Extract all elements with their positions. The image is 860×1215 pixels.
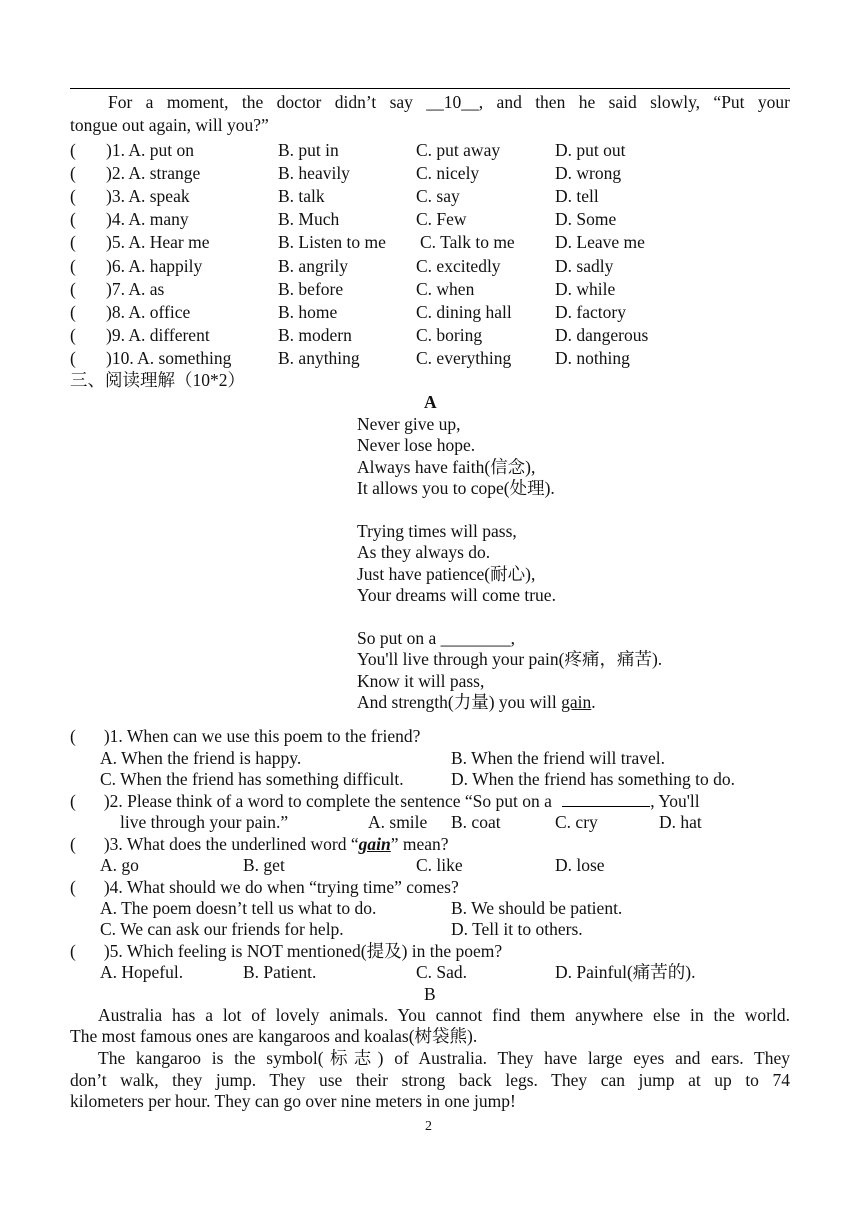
qa5-option-d: D. Painful(痛苦的). [555, 962, 696, 982]
poem-line: Know it will pass, [357, 670, 485, 691]
qa1-option-b: B. When the friend will travel. [451, 748, 665, 768]
option-a: )2. A. strange [106, 163, 201, 184]
answer-paren[interactable]: ( [70, 209, 76, 230]
passage-b-p2-line2: don’t walk, they jump. They use their strong back legs. They can jump at up to 74 [70, 1070, 790, 1090]
poem-line: So put on a ________, [357, 628, 515, 648]
qa2-option-d: D. hat [659, 812, 702, 832]
option-d: D. sadly [555, 255, 614, 276]
option-b: B. talk [278, 186, 325, 207]
passage-b-p1-line1: Australia has a lot of lovely animals. You cannot find them anywhere else in the world. [98, 1005, 790, 1025]
option-d: D. nothing [555, 347, 630, 368]
qa2-option-a: A. smile [368, 812, 428, 832]
qa1-option-a: A. When the friend is happy. [100, 748, 302, 768]
option-d: D. Leave me [555, 232, 645, 253]
option-b: B. modern [278, 324, 352, 345]
option-a: )1. A. put on [106, 140, 194, 160]
answer-paren[interactable]: ( [70, 255, 76, 276]
qa2-option-b: B. coat [451, 812, 501, 832]
poem-line: It allows you to cope(处理). [357, 478, 555, 499]
poem-line: Never give up, [357, 414, 461, 434]
option-b: B. before [278, 278, 344, 299]
qa5-option-a: A. Hopeful. [100, 962, 184, 982]
option-b: B. anything [278, 347, 360, 368]
option-a: )8. A. office [106, 301, 191, 322]
qa2-line2: live through your pain.” [120, 812, 289, 832]
page-number: 2 [425, 1119, 432, 1134]
qa3: ( )3. What does the underlined word “gain” mean? [70, 834, 449, 854]
option-b: B. Much [278, 209, 340, 230]
qa3-option-c: C. like [416, 855, 463, 875]
option-a: )3. A. speak [106, 186, 190, 207]
passage-b-label: B [424, 984, 436, 1004]
qa2-option-c: C. cry [555, 812, 598, 832]
qa1: ( )1. When can we use this poem to the friend? [70, 726, 421, 746]
passage-b-p1-line2: The most famous ones are kangaroos and koalas(树袋熊). [70, 1026, 478, 1046]
option-c: C. boring [416, 324, 483, 345]
qa4-option-b: B. We should be patient. [451, 898, 623, 918]
option-a: )5. A. Hear me [106, 232, 210, 253]
qa3-option-b: B. get [243, 855, 285, 875]
option-a: )7. A. as [106, 278, 165, 299]
option-a: )4. A. many [106, 209, 189, 230]
qa2: ( )2. Please think of a word to complete the sentence “So put on a , You'll [70, 791, 700, 811]
option-c: C. put away [416, 140, 501, 160]
answer-paren[interactable]: ( [70, 278, 76, 299]
option-d: D. dangerous [555, 324, 649, 345]
qa3-option-d: D. lose [555, 855, 605, 875]
option-d: D. Some [555, 209, 617, 230]
underlined-word-gain: gain [561, 692, 592, 713]
qa1-option-c: C. When the friend has something difficult. [100, 769, 404, 789]
option-c: C. Talk to me [420, 232, 515, 253]
qa5: ( )5. Which feeling is NOT mentioned(提及) in the poem? [70, 941, 503, 961]
poem-line: Just have patience(耐心), [357, 563, 536, 584]
option-b: B. angrily [278, 255, 348, 276]
qa4-option-a: A. The poem doesn’t tell us what to do. [100, 898, 377, 918]
qa5-option-c: C. Sad. [416, 962, 468, 982]
qa3-underlined-word: gain [358, 834, 391, 854]
passage-b-p2-line3: kilometers per hour. They can go over nine meters in one jump! [70, 1091, 516, 1111]
option-a: )10. A. something [106, 347, 232, 368]
poem-line: Your dreams will come true. [357, 585, 556, 606]
answer-paren[interactable]: ( [70, 186, 76, 207]
poem-line: Never lose hope. [357, 435, 476, 456]
option-a: )6. A. happily [106, 255, 203, 276]
answer-paren[interactable]: ( [70, 324, 76, 345]
qa4: ( )4. What should we do when “trying time” comes? [70, 877, 459, 897]
option-b: B. Listen to me [278, 232, 386, 253]
option-c: C. everything [416, 347, 512, 368]
option-d: D. factory [555, 301, 626, 322]
answer-paren[interactable]: ( [70, 301, 76, 322]
option-c: C. dining hall [416, 301, 512, 322]
option-a: )9. A. different [106, 324, 210, 345]
option-c: C. when [416, 278, 475, 299]
qa5-option-b: B. Patient. [243, 962, 317, 982]
qa1-option-d: D. When the friend has something to do. [451, 769, 735, 789]
answer-paren[interactable]: ( [70, 347, 76, 368]
option-c: C. excitedly [416, 255, 501, 276]
qa4-option-c: C. We can ask our friends for help. [100, 919, 344, 939]
document-page [70, 0, 790, 1215]
option-d: D. put out [555, 140, 626, 160]
answer-paren[interactable]: ( [70, 140, 76, 160]
option-b: B. home [278, 301, 338, 322]
qa3-option-a: A. go [100, 855, 139, 875]
poem-line: As they always do. [357, 542, 491, 563]
answer-paren[interactable]: ( [70, 163, 76, 184]
option-d: D. tell [555, 186, 599, 207]
poem-line: Trying times will pass, [357, 521, 517, 541]
qa4-option-d: D. Tell it to others. [451, 919, 583, 939]
top-rule [70, 88, 790, 89]
poem-line: You'll live through your pain(疼痛，痛苦). [357, 649, 663, 670]
qa2-blank[interactable] [562, 790, 650, 807]
passage-b-p2-line1: The kangaroo is the symbol(标志) of Australia. They have large eyes and ears. They [98, 1048, 790, 1068]
poem-line: And strength(力量) you will gain. [357, 692, 596, 713]
option-b: B. heavily [278, 163, 350, 184]
cloze-text-line-2: tongue out again, will you?” [70, 115, 269, 135]
option-c: C. say [416, 186, 460, 207]
option-c: C. nicely [416, 163, 480, 184]
section3-title: 三、阅读理解（10*2） [70, 370, 245, 390]
option-d: D. wrong [555, 163, 622, 184]
option-d: D. while [555, 278, 616, 299]
passage-a-label: A [424, 392, 437, 412]
option-b: B. put in [278, 140, 339, 160]
poem-line: Always have faith(信念), [357, 456, 536, 477]
answer-paren[interactable]: ( [70, 232, 76, 253]
option-c: C. Few [416, 209, 467, 230]
cloze-text-line-1: For a moment, the doctor didn’t say __10__, and then he said slowly, “Put your [108, 92, 790, 112]
